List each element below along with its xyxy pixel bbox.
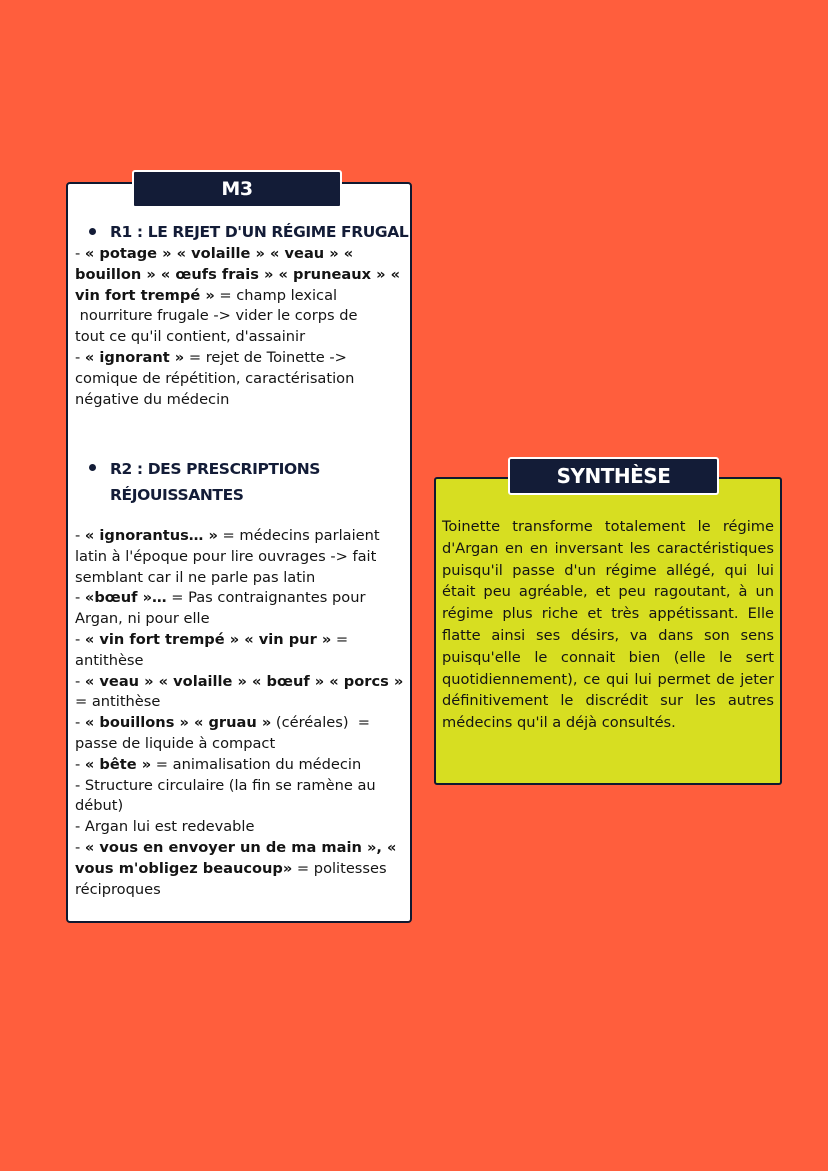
r1-text: - xyxy=(75,348,85,366)
r2-line xyxy=(75,796,403,817)
r1-line xyxy=(75,286,400,307)
r2-line xyxy=(75,547,403,568)
r2-line xyxy=(75,630,403,651)
r2-text: = médecins parlaient xyxy=(217,527,380,544)
r2-text: latin à l'époque pour lire ouvrages -> fait xyxy=(75,547,377,565)
r2-quote: « bouillons » « gruau » xyxy=(84,714,272,732)
r1-quote: « potage » « volaille » « veau » « xyxy=(84,245,354,262)
r2-quote: « vous en envoyer un de ma main », « xyxy=(84,838,397,856)
r1-text: tout ce qu'il contient, d'assainir xyxy=(75,328,306,346)
r2-text: semblant car il ne parle pas latin xyxy=(75,568,316,586)
r2-text: = Pas contraignantes pour xyxy=(166,589,366,607)
r2-text: antithèse xyxy=(75,651,144,669)
r1-line xyxy=(75,390,400,411)
r2-quote: « vin fort trempé » « vin pur » xyxy=(84,630,332,648)
r1-quote: vin fort trempé » xyxy=(75,286,215,304)
r2-text: Argan, ni pour elle xyxy=(75,610,210,628)
r1-line xyxy=(75,369,400,390)
r2-quote: « bête » xyxy=(84,755,152,773)
r1-line xyxy=(75,265,400,286)
r2-text: = animalisation du médecin xyxy=(151,755,362,773)
r2-quote: vous m'obligez beaucoup» xyxy=(75,859,293,877)
synthese-text: Toinette transforme totalement le régime d'Argan en en inversant les caractéristiques puisqu'il passe d'un régime allégé, qui lui était peu agréable, et peu ragoutant, à un régime plus riche et très appétissant. Elle flatte ainsi ses désirs, va dans son sens puisqu'elle le connait bien (elle le sert quotidiennement), ce qui lui permet de jeter définitivement le discrédit sur les autres médecins qu'il a déjà consultés. xyxy=(442,518,774,732)
r2-text: (céréales) = xyxy=(271,714,371,732)
r1-text: = champ lexical xyxy=(214,286,338,304)
r2-quote: « veau » « volaille » « bœuf » « porcs » xyxy=(84,672,404,690)
r2-text: - Structure circulaire (la fin se ramène au xyxy=(75,776,376,794)
r2-line xyxy=(75,526,403,547)
r1-line xyxy=(75,327,400,348)
r1-text: comique de répétition, caractérisation xyxy=(75,369,355,387)
r2-line xyxy=(75,859,403,880)
r1-quote: bouillon » « œufs frais » « pruneaux » « xyxy=(75,265,401,283)
r2-text: - xyxy=(75,630,85,648)
r2-line xyxy=(75,713,403,734)
r1-quote: « ignorant » xyxy=(84,348,185,366)
r2-text: - xyxy=(75,589,85,607)
r2-heading: R2 : DES PRESCRIPTIONS RÉJOUISSANTES xyxy=(110,460,321,504)
r1-heading: R1 : LE REJET D'UN RÉGIME FRUGAL xyxy=(110,223,409,241)
r2-line xyxy=(75,776,403,797)
r1-text: nourriture frugale -> vider le corps de xyxy=(75,307,358,325)
r2-bullet-icon xyxy=(89,464,96,471)
synthese-tag: SYNTHÈSE xyxy=(508,457,719,495)
r2-text: passe de liquide à compact xyxy=(75,734,276,752)
r2-text: = politesses xyxy=(292,859,387,877)
r2-text: - xyxy=(75,714,85,732)
r2-text: = xyxy=(331,630,349,648)
r2-text: réciproques xyxy=(75,880,161,898)
r2-line xyxy=(75,609,403,630)
r2-quote: «bœuf »… xyxy=(84,589,167,607)
r2-text: = antithèse xyxy=(75,693,161,711)
r1-text: = rejet de Toinette -> xyxy=(184,348,347,366)
r2-line xyxy=(75,568,403,589)
r2-text: - xyxy=(75,527,85,544)
r1-text: - xyxy=(75,245,85,262)
r1-text: négative du médecin xyxy=(75,390,230,408)
r2-line xyxy=(75,755,403,776)
r2-line xyxy=(75,734,403,755)
r1-line xyxy=(75,348,400,369)
r2-line xyxy=(75,838,403,859)
r1-line xyxy=(75,306,400,327)
r2-text: - xyxy=(75,838,85,856)
m3-tag: M3 xyxy=(132,170,342,208)
r1-line xyxy=(75,244,400,265)
r2-quote: « ignorantus… » xyxy=(84,527,218,544)
r2-line xyxy=(75,692,403,713)
r2-line xyxy=(75,880,403,901)
r2-text: - Argan lui est redevable xyxy=(75,818,255,836)
r2-line xyxy=(75,651,403,672)
r1-body xyxy=(75,244,400,410)
r2-text: - xyxy=(75,755,85,773)
r2-line xyxy=(75,672,403,693)
r2-line xyxy=(75,588,403,609)
r2-text: - xyxy=(75,672,85,690)
r2-text: début) xyxy=(75,797,124,815)
r2-body xyxy=(75,526,403,900)
r1-bullet-icon xyxy=(89,228,96,235)
r2-line xyxy=(75,817,403,838)
